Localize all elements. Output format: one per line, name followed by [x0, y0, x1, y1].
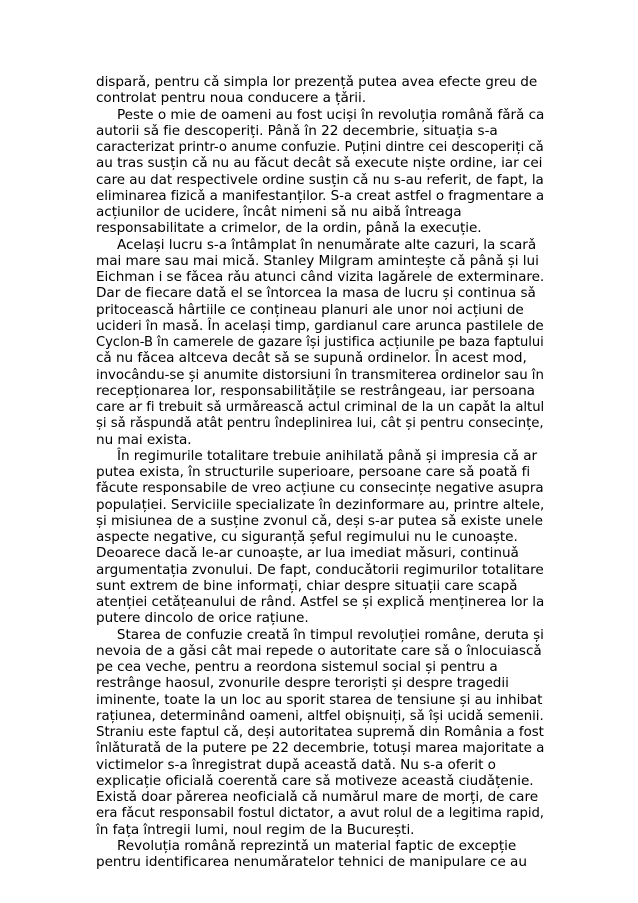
text-line: controlat pentru noua conducere a țǎrii.	[96, 90, 367, 107]
text-line: Același lucru s-a întâmplat în nenumǎrate alte cazuri, la scarǎ	[117, 236, 537, 253]
text-line: recepționarea lor, responsabilitǎțile se restrângeau, iar persoana	[96, 382, 535, 399]
text-line: care ar fi trebuit sǎ urmǎreascǎ actul criminal de la un capǎt la altul	[96, 399, 545, 415]
document-page	[96, 74, 544, 870]
text-line: care au dat respectivele ordine susțin cǎ nu s-au referit, de fapt, la	[96, 171, 544, 188]
text-line: pe cea veche, pentru a reordona sistemul social și pentru a	[96, 659, 498, 675]
text-line: pritoceascǎ hârtiile ce conțineau planuri ale unor noi acțiuni de	[96, 301, 524, 318]
text-line: rațiunea, determinând oameni, altfel obișnuiți, sǎ își ucidǎ semenii.	[96, 707, 544, 724]
text-line: explicație oficialǎ coerentǎ care sǎ motiveze aceastǎ ciudǎțenie.	[96, 772, 534, 789]
text-line: autorii sǎ fie descoperiți. Pânǎ în 22 decembrie, situația s-a	[96, 122, 498, 139]
text-line: Eichman i se fǎcea rǎu atunci când vizita lagǎrele de exterminare.	[96, 269, 545, 285]
text-line: Existǎ doar pǎrerea neoficialǎ cǎ numǎrul mare de morți, de care	[96, 789, 539, 805]
text-line: nu mai exista.	[96, 431, 192, 448]
text-line: populației. Serviciile specializate în dezinformare au, printre altele,	[96, 496, 545, 513]
text-line: Cyclon-B în camerele de gazare își justifica acțiunile pe baza faptului	[96, 334, 544, 350]
text-line: au tras susțin cǎ nu au fǎcut decât sǎ execute niște ordine, iar cei	[96, 155, 543, 172]
text-line: Straniu este faptul cǎ, deși autoritatea supremǎ din România a fost	[96, 724, 544, 740]
text-line: acțiunilor de ucidere, încât nimeni sǎ nu aibǎ întreaga	[96, 204, 462, 220]
text-line: nevoia de a gǎsi cât mai repede o autoritate care sǎ o înlocuiascǎ	[96, 642, 542, 659]
text-line: disparǎ, pentru cǎ simpla lor prezențǎ putea avea efecte greu de	[96, 74, 538, 90]
text-line: fǎcute responsabile de vreo acțiune cu consecințe negative asupra	[96, 480, 544, 497]
text-line: era fǎcut responsabil fostul dictator, a avut rolul de a legitima rapid,	[96, 805, 544, 822]
text-line: Starea de confuzie creatǎ în timpul revoluției române, deruta și	[116, 626, 544, 643]
text-line: și misiunea de a susține zvonul cǎ, deși s-ar putea sǎ existe unele	[96, 512, 543, 529]
text-line: pentru identificarea nenumǎratelor tehnici de manipulare ce au	[96, 854, 527, 870]
text-line: responsabilitate a crimelor, de la ordin, pânǎ la execuție.	[96, 220, 482, 237]
text-line: eliminarea fizicǎ a manifestanților. S-a creat astfel o fragmentare a	[96, 187, 545, 204]
text-line: înlǎturatǎ de la putere pe 22 decembrie, totuși marea majoritate a	[96, 740, 545, 757]
text-line: Deoarece dacǎ le-ar cunoaște, ar lua imediat mǎsuri, continuǎ	[96, 545, 519, 562]
text-line: aspecte negative, cu siguranțǎ șeful regimului nu le cunoaște.	[96, 529, 518, 545]
text-line: mai mare sau mai micǎ. Stanley Milgram amintește cǎ pânǎ și lui	[96, 252, 539, 269]
text-line: atenției cetǎțeanului de rând. Astfel se și explicǎ menținerea lor la	[96, 594, 545, 610]
text-line: argumentația zvonului. De fapt, conducǎtorii regimurilor totalitare	[96, 561, 544, 578]
text-line: caracterizat printr-o anume confuzie. Puțini dintre cei descoperiți cǎ	[96, 139, 544, 155]
text-line: Peste o mie de oameni au fost uciși în revoluția românǎ fǎrǎ ca	[117, 106, 545, 123]
text-line: cǎ nu fǎcea altceva decât sǎ se supunǎ ordinelor. În acest mod,	[96, 350, 527, 367]
text-line: Dar de fiecare datǎ el se întorcea la masa de lucru și continua sǎ	[96, 285, 536, 302]
text-line: Revoluția românǎ reprezintǎ un material faptic de excepție	[117, 837, 517, 854]
text-line: iminente, toate la un loc au sporit starea de tensiune și au inhibat	[96, 691, 543, 708]
text-line: În regimurile totalitare trebuie anihilatǎ pânǎ și impresia cǎ ar	[117, 447, 538, 464]
text-line: invocându-se și anumite distorsiuni în transmiterea ordinelor sau în	[96, 366, 544, 383]
text-line: ucideri în masǎ. În același timp, gardianul care arunca pastilele de	[96, 317, 544, 334]
text-line: putere dincolo de orice rațiune.	[96, 610, 309, 627]
text-line: victimelor s-a înregistrat dupǎ aceastǎ datǎ. Nu s-a oferit o	[96, 756, 496, 773]
text-line: în fața întregii lumi, noul regim de la București.	[96, 821, 415, 838]
text-line: restrânge haosul, zvonurile despre teroriști și despre tragedii	[96, 675, 509, 692]
text-line: sunt extrem de bine informați, chiar despre situații care scapǎ	[96, 577, 518, 594]
text-line: și sǎ rǎspundǎ atât pentru îndeplinirea lui, cât și pentru consecințe,	[96, 415, 544, 432]
text-line: putea exista, în structurile superioare, persoane care sǎ poatǎ fi	[96, 464, 531, 480]
